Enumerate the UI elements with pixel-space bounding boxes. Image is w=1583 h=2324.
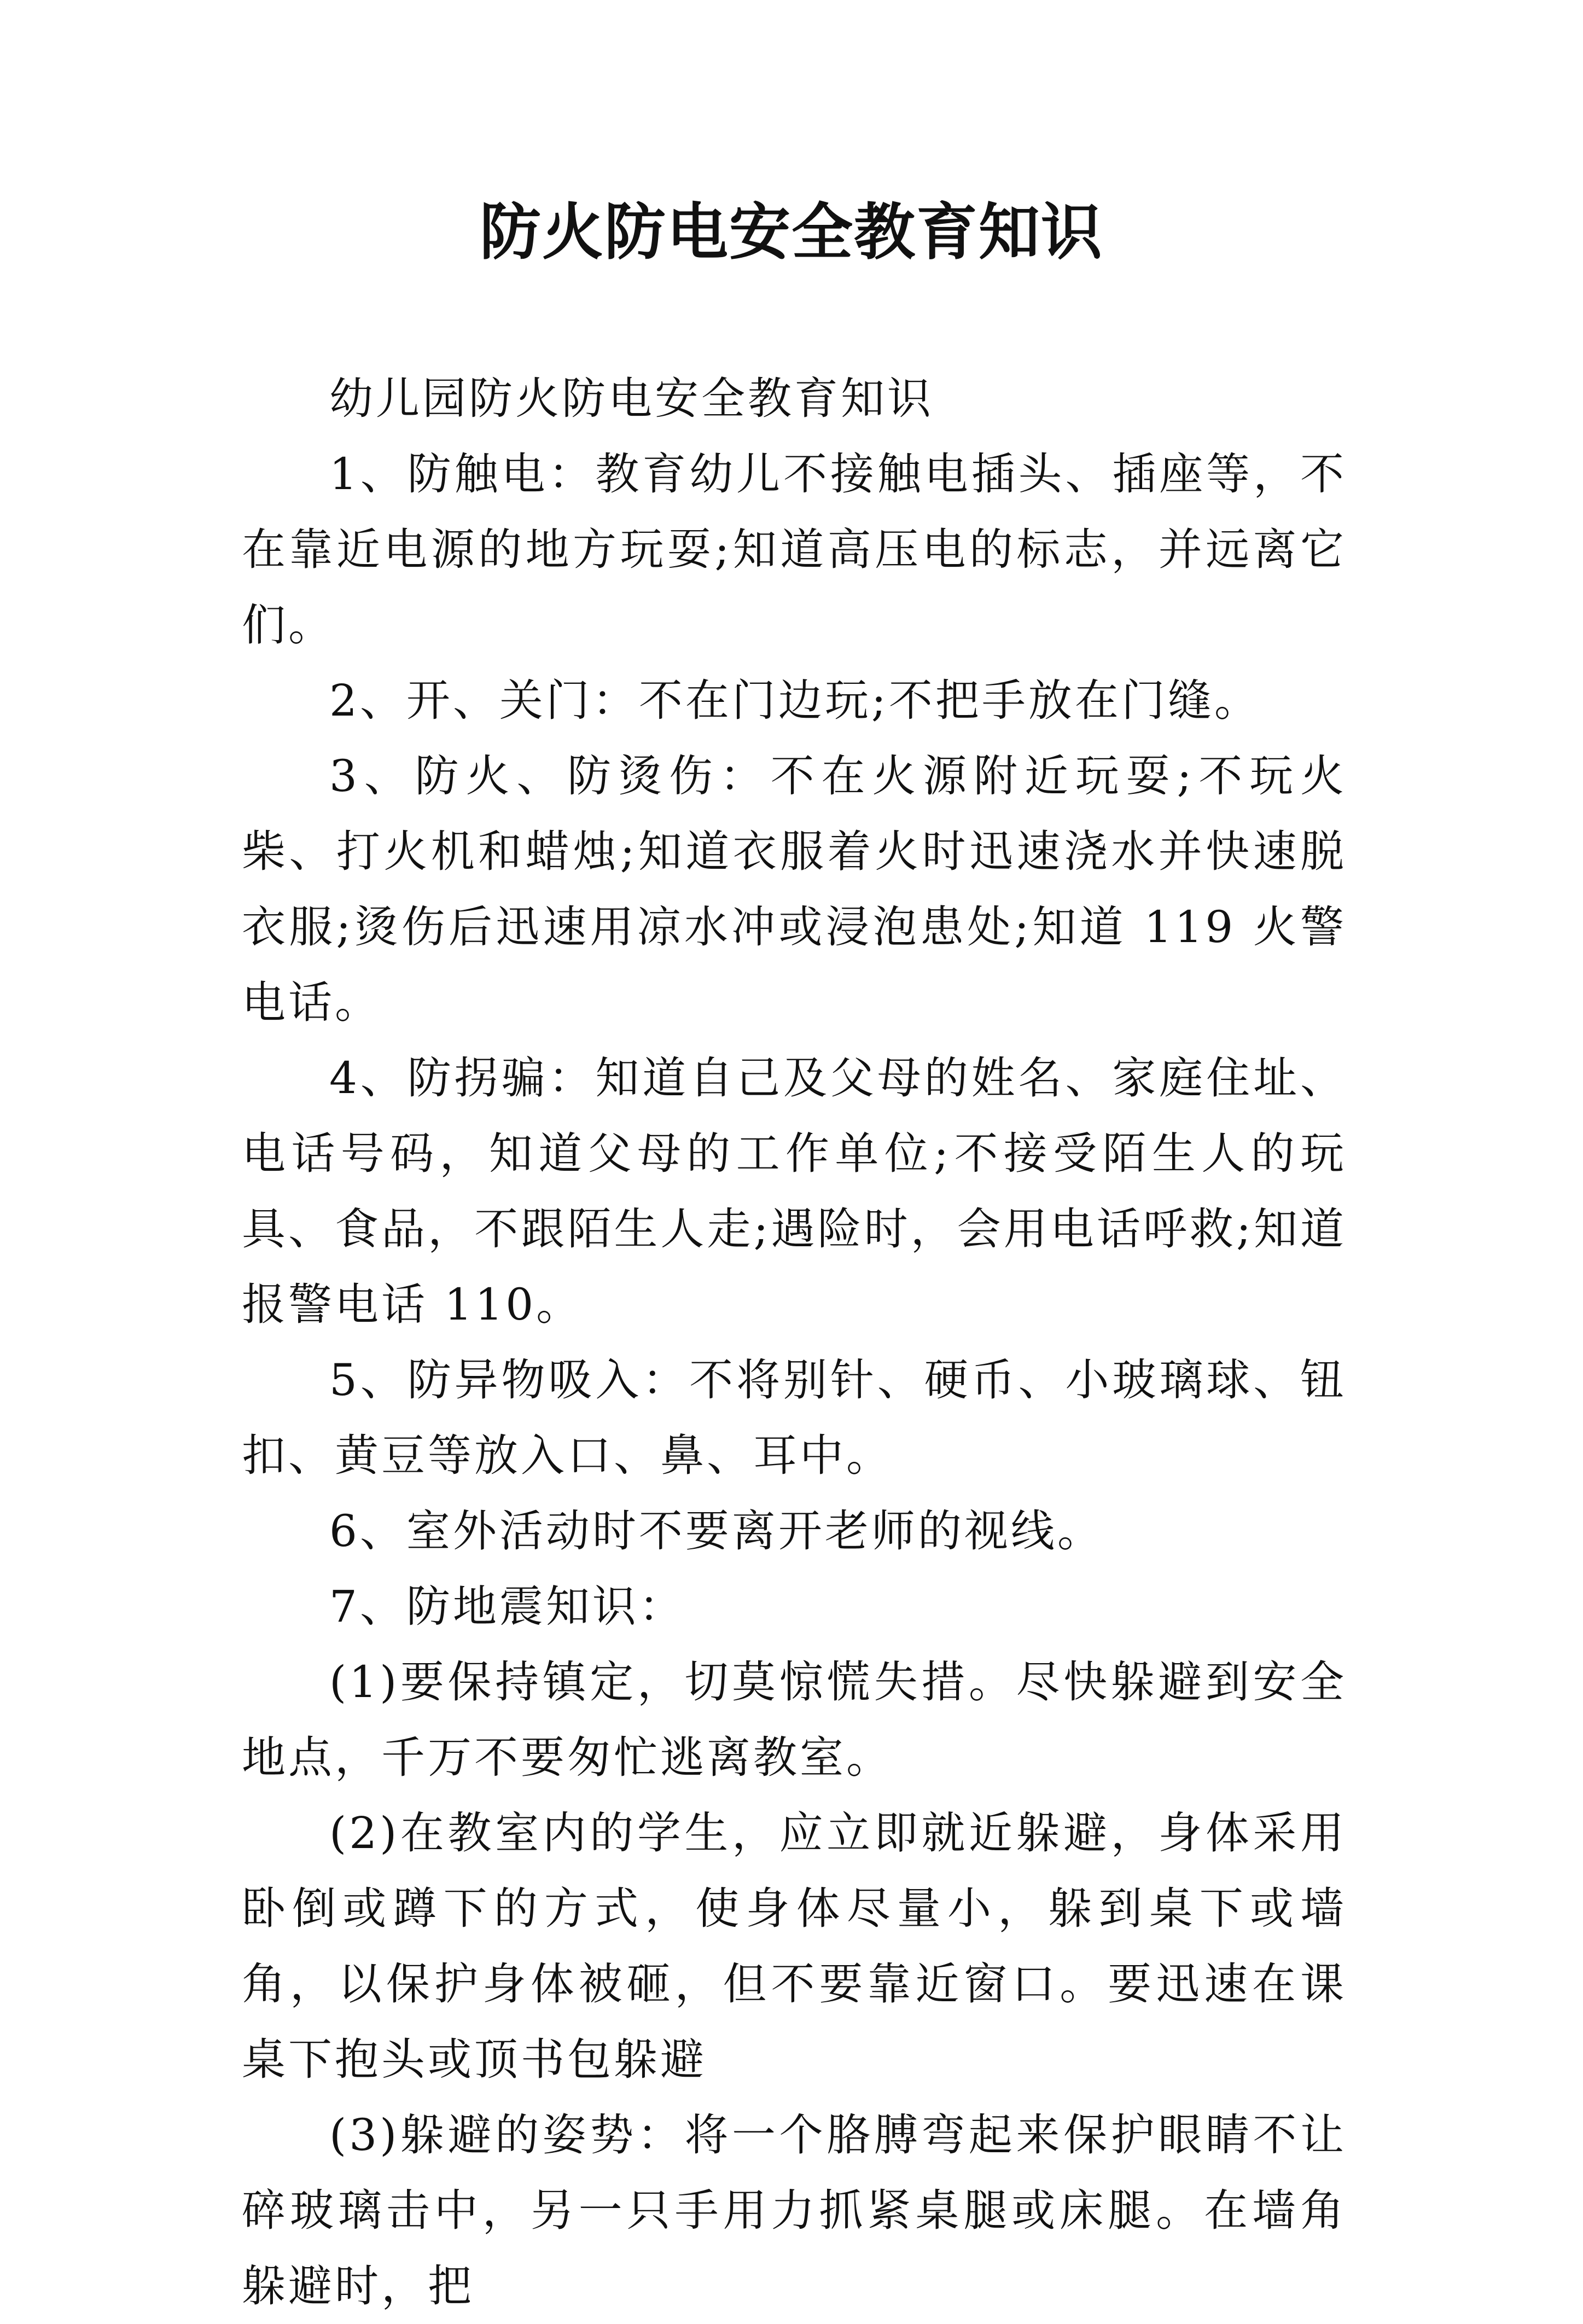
document-body bbox=[242, 361, 1347, 2324]
paragraph-intro: 幼儿园防火防电安全教育知识 bbox=[329, 373, 934, 424]
paragraph-electric-shock: 1、防触电：教育幼儿不接触电插头、插座等，不在靠近电源的地方玩耍;知道高压电的标志，并远离它们。 bbox=[242, 449, 1347, 650]
paragraph-earthquake-1: (1)要保持镇定，切莫惊慌失措。尽快躲避到安全地点，千万不要匆忙逃离教室。 bbox=[242, 1657, 1347, 1783]
paragraph-earthquake-2: (2)在教室内的学生，应立即就近躲避，身体采用卧倒或蹲下的方式，使身体尽量小，躲到桌下或墙角，以保护身体被砸，但不要靠近窗口。要迅速在课桌下抱头或顶书包躲避 bbox=[242, 1808, 1347, 2085]
page-title: 防火防电安全教育知识 bbox=[480, 196, 1103, 268]
paragraph-foreign-objects: 5、防异物吸入：不将别针、硬币、小玻璃球、钮扣、黄豆等放入口、鼻、耳中。 bbox=[242, 1355, 1347, 1481]
paragraph-earthquake-3: (3)躲避的姿势：将一个胳膊弯起来保护眼睛不让碎玻璃击中，另一只手用力抓紧桌腿或床腿。在墙角躲避时，把 bbox=[242, 2110, 1347, 2311]
paragraph-doors: 2、开、关门：不在门边玩;不把手放在门缝。 bbox=[329, 675, 1261, 726]
paragraph-outdoor: 6、室外活动时不要离开老师的视线。 bbox=[329, 1506, 1104, 1556]
paragraph-abduction: 4、防拐骗：知道自己及父母的姓名、家庭住址、电话号码，知道父母的工作单位;不接受陌生人的玩具、食品，不跟陌生人走;遇险时，会用电话呼救;知道报警电话 110。 bbox=[242, 1053, 1347, 1330]
paragraph-earthquake-heading: 7、防地震知识： bbox=[329, 1581, 685, 1632]
paragraph-fire-burns: 3、防火、防烫伤：不在火源附近玩耍;不玩火柴、打火机和蜡烛;知道衣服着火时迅速浇水并快速脱衣服;烫伤后迅速用凉水冲或浸泡患处;知道 119 火警电话。 bbox=[242, 751, 1347, 1028]
